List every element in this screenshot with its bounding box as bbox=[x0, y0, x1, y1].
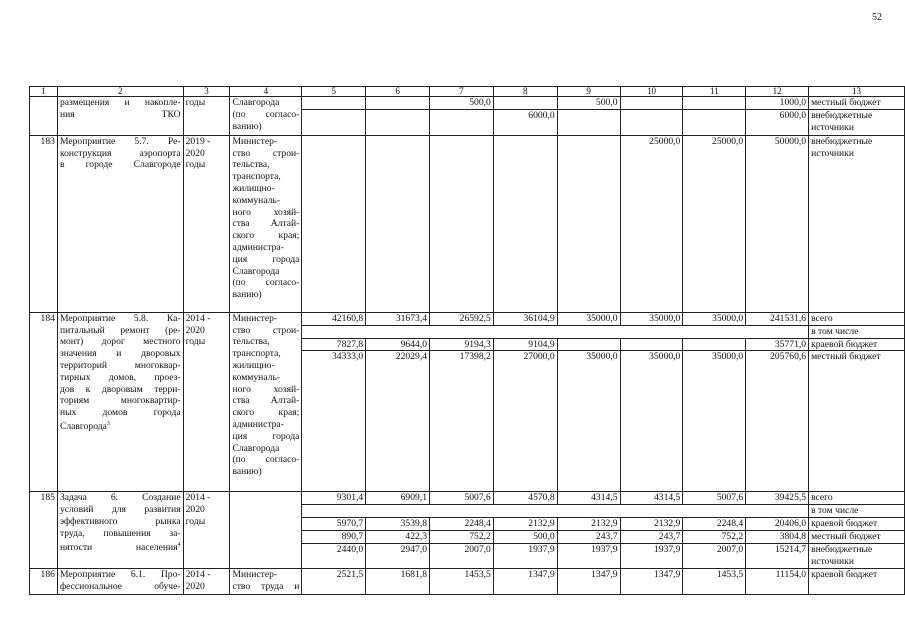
value-cell: 243,7 bbox=[557, 530, 620, 543]
event-name-cell: размещения и накопле- ния ТКО bbox=[57, 97, 183, 136]
table-row bbox=[30, 312, 905, 325]
value-cell: 22029,4 bbox=[366, 351, 430, 492]
value-cell: 35771,0 bbox=[746, 338, 809, 351]
value-cell: 4314,5 bbox=[557, 492, 620, 505]
value-cell: 9194,3 bbox=[430, 338, 494, 351]
event-name-cell: Мероприятие 6.1. Про- фессиональное обуче- bbox=[57, 568, 183, 594]
funding-source-cell: внебюджетные источники bbox=[809, 543, 905, 568]
row-number-cell: 184 bbox=[30, 312, 58, 492]
funding-source-cell: в том числе bbox=[809, 325, 905, 338]
value-cell: 35000,0 bbox=[683, 312, 746, 325]
event-name-cell: Задача 6. Создание условий для развития эффективного рынка труда, повышения за- нятости населения$^4$ bbox=[57, 492, 183, 568]
value-cell: 500,0 bbox=[493, 530, 557, 543]
value-cell: 42160,8 bbox=[302, 312, 366, 325]
event-name-cell: Мероприятие 5.8. Ка- питальный ремонт (ре- монт) дорог местного значения и дворовых территорий многоквар- тирных домов, проез- дов к дворовым терри- ториям многоквартир- ных домов города Славгорода$^3$ bbox=[57, 312, 183, 492]
value-cell: 1681,8 bbox=[366, 568, 430, 594]
value-cell: 6000,0 bbox=[746, 109, 809, 135]
value-cell: 205760,6 bbox=[746, 351, 809, 492]
header-cell: 9 bbox=[557, 87, 620, 97]
footnote-mark: 4 bbox=[177, 541, 181, 548]
value-cell: 2440,0 bbox=[302, 543, 366, 568]
table-row bbox=[30, 135, 905, 312]
header-cell: 11 bbox=[683, 87, 746, 97]
value-cell: 1347,9 bbox=[620, 568, 683, 594]
header-cell: 12 bbox=[746, 87, 809, 97]
funding-source-cell: местный бюджет bbox=[809, 530, 905, 543]
value-cell: 35000,0 bbox=[557, 351, 620, 492]
value-cell: 35000,0 bbox=[620, 312, 683, 325]
value-cell: 500,0 bbox=[557, 97, 620, 110]
value-cell: 2132,9 bbox=[557, 518, 620, 531]
row-number-cell bbox=[30, 97, 58, 136]
value-cell: 1937,9 bbox=[620, 543, 683, 568]
value-cell: 25000,0 bbox=[620, 135, 683, 312]
value-cell: 2007,0 bbox=[683, 543, 746, 568]
row-number-cell: 186 bbox=[30, 568, 58, 594]
value-cell: 1000,0 bbox=[746, 97, 809, 110]
value-cell: 2007,0 bbox=[430, 543, 494, 568]
value-cell: 243,7 bbox=[620, 530, 683, 543]
header-cell: 3 bbox=[183, 87, 230, 97]
header-cell: 7 bbox=[430, 87, 494, 97]
value-cell: 4314,5 bbox=[620, 492, 683, 505]
value-cell: 2521,5 bbox=[302, 568, 366, 594]
executor-cell bbox=[230, 492, 302, 568]
funding-source-cell: внебюджетные источники bbox=[809, 135, 905, 312]
funding-source-cell: краевой бюджет bbox=[809, 338, 905, 351]
value-cell: 1453,5 bbox=[683, 568, 746, 594]
value-cell: 26592,5 bbox=[430, 312, 494, 325]
value-cell: 5007,6 bbox=[683, 492, 746, 505]
value-cell: 500,0 bbox=[430, 97, 494, 110]
value-cell: 50000,0 bbox=[746, 135, 809, 312]
value-cell: 1937,9 bbox=[557, 543, 620, 568]
value-cell: 17398,2 bbox=[430, 351, 494, 492]
funding-source-cell: в том числе bbox=[809, 505, 905, 518]
years-cell: 2014 - 2020 годы bbox=[183, 312, 230, 492]
value-cell: 3804,8 bbox=[746, 530, 809, 543]
value-cell: 35000,0 bbox=[620, 351, 683, 492]
value-cell: 36104,9 bbox=[493, 312, 557, 325]
row-number-cell: 185 bbox=[30, 492, 58, 568]
value-cell: 27000,0 bbox=[493, 351, 557, 492]
header-row bbox=[30, 87, 905, 97]
row-number-cell: 183 bbox=[30, 135, 58, 312]
funding-source-cell: местный бюджет bbox=[809, 351, 905, 492]
value-cell: 2132,9 bbox=[620, 518, 683, 531]
executor-cell: Славгорода (по согласо- ванию) bbox=[230, 97, 302, 136]
years-cell: 2014 - 2020 годы bbox=[183, 492, 230, 568]
table-row bbox=[30, 568, 905, 594]
value-cell: 39425,5 bbox=[746, 492, 809, 505]
value-cell: 9104,9 bbox=[493, 338, 557, 351]
value-cell: 35000,0 bbox=[683, 351, 746, 492]
funding-source-cell: внебюджетные источники bbox=[809, 109, 905, 135]
budget-table bbox=[29, 86, 905, 595]
value-cell: 422,3 bbox=[366, 530, 430, 543]
value-cell: 2248,4 bbox=[430, 518, 494, 531]
funding-source-cell: местный бюджет bbox=[809, 97, 905, 110]
event-name-cell: Мероприятие 5.7. Ре- конструкция аэропорта в городе Славгороде bbox=[57, 135, 183, 312]
value-cell: 34333,0 bbox=[302, 351, 366, 492]
years-cell: 2014 - 2020 bbox=[183, 568, 230, 594]
executor-cell: Министер- ство труда и bbox=[230, 568, 302, 594]
value-cell: 1347,9 bbox=[557, 568, 620, 594]
value-cell: 5970,7 bbox=[302, 518, 366, 531]
value-cell: 7827,8 bbox=[302, 338, 366, 351]
value-cell: 5007,6 bbox=[430, 492, 494, 505]
value-cell: 1347,9 bbox=[493, 568, 557, 594]
value-cell: 241531,6 bbox=[746, 312, 809, 325]
years-cell: годы bbox=[183, 97, 230, 136]
footnote-mark: 3 bbox=[106, 420, 110, 427]
value-cell: 2947,0 bbox=[366, 543, 430, 568]
header-cell: 1 bbox=[30, 87, 58, 97]
value-cell: 9644,0 bbox=[366, 338, 430, 351]
header-cell: 4 bbox=[230, 87, 302, 97]
value-cell: 6909,1 bbox=[366, 492, 430, 505]
value-cell: 20406,0 bbox=[746, 518, 809, 531]
value-cell: 2248,4 bbox=[683, 518, 746, 531]
executor-cell: Министер- ство строи- тельства, транспорта, жилищно- коммуналь- ного хозяй- ства Алтай- ского края; администра- ция города Славгорода (по согласо- ванию) bbox=[230, 312, 302, 492]
years-cell: 2019 - 2020 годы bbox=[183, 135, 230, 312]
page-number: 52 bbox=[872, 12, 882, 23]
header-cell: 13 bbox=[809, 87, 905, 97]
value-cell: 25000,0 bbox=[683, 135, 746, 312]
funding-source-cell: краевой бюджет bbox=[809, 568, 905, 594]
value-cell: 31673,4 bbox=[366, 312, 430, 325]
value-cell: 1937,9 bbox=[493, 543, 557, 568]
value-cell: 890,7 bbox=[302, 530, 366, 543]
funding-source-cell: всего bbox=[809, 312, 905, 325]
header-cell: 10 bbox=[620, 87, 683, 97]
funding-source-cell: всего bbox=[809, 492, 905, 505]
table-row bbox=[30, 492, 905, 505]
executor-cell: Министер- ство строи- тельства, транспорта, жилищно- коммуналь- ного хозяй- ства Алтай- ского края; администра- ция города Славгорода (по согласо- ванию) bbox=[230, 135, 302, 312]
value-cell: 4570,8 bbox=[493, 492, 557, 505]
value-cell: 9301,4 bbox=[302, 492, 366, 505]
table-row bbox=[30, 97, 905, 110]
header-cell: 6 bbox=[366, 87, 430, 97]
value-cell: 752,2 bbox=[683, 530, 746, 543]
value-cell: 6000,0 bbox=[493, 109, 557, 135]
value-cell: 15214,7 bbox=[746, 543, 809, 568]
header-cell: 8 bbox=[493, 87, 557, 97]
value-cell: 3539,8 bbox=[366, 518, 430, 531]
value-cell: 35000,0 bbox=[557, 312, 620, 325]
header-cell: 2 bbox=[57, 87, 183, 97]
value-cell: 752,2 bbox=[430, 530, 494, 543]
value-cell: 1453,5 bbox=[430, 568, 494, 594]
funding-source-cell: краевой бюджет bbox=[809, 518, 905, 531]
value-cell: 2132,9 bbox=[493, 518, 557, 531]
header-cell: 5 bbox=[302, 87, 366, 97]
value-cell: 11154,0 bbox=[746, 568, 809, 594]
